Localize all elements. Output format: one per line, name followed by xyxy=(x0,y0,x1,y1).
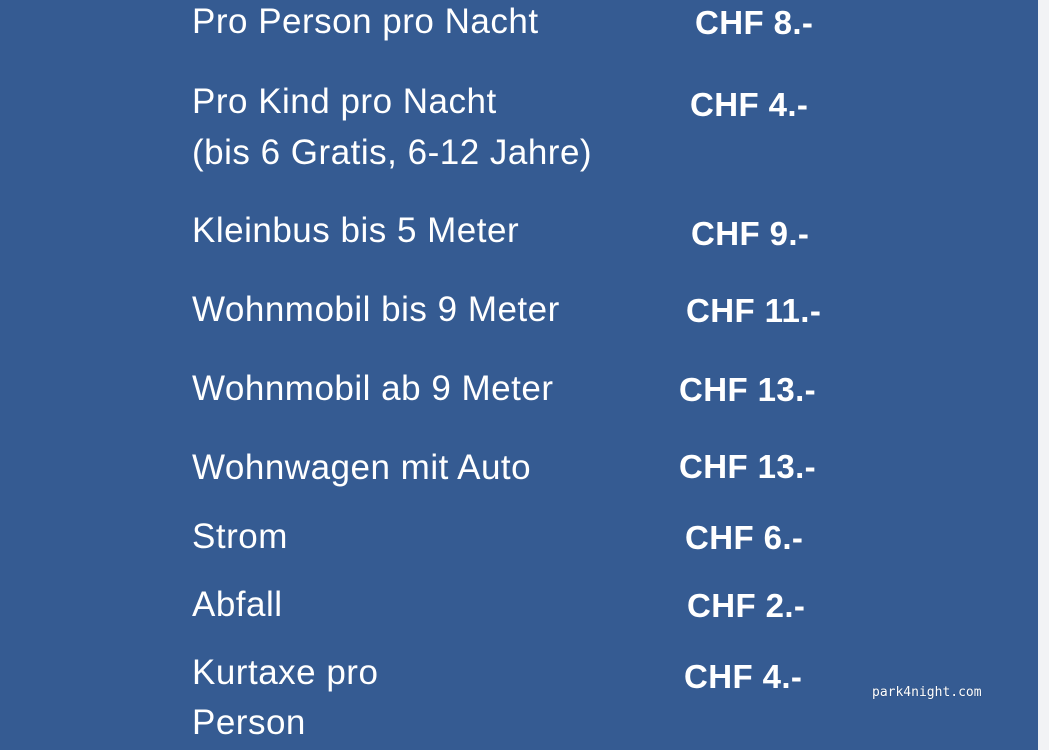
row-price-minibus: CHF 9.- xyxy=(691,215,810,252)
row-label-tourist-tax: Kurtaxe pro xyxy=(192,653,379,692)
row-label-minibus: Kleinbus bis 5 Meter xyxy=(192,211,520,250)
row-label-child-per-night: Pro Kind pro Nacht xyxy=(192,82,497,121)
row-price-motorhome-under-9m: CHF 11.- xyxy=(686,292,822,329)
page-edge-strip xyxy=(1038,0,1049,750)
row-price-person-per-night: CHF 8.- xyxy=(695,4,814,41)
row-label-waste: Abfall xyxy=(192,585,283,624)
row-label-electricity: Strom xyxy=(192,517,288,556)
row-price-electricity: CHF 6.- xyxy=(685,519,804,556)
row-price-tourist-tax: CHF 4.- xyxy=(684,658,803,695)
row-label-child-per-night-note: (bis 6 Gratis, 6-12 Jahre) xyxy=(192,133,593,172)
row-label-motorhome-under-9m: Wohnmobil bis 9 Meter xyxy=(192,290,560,329)
row-label-caravan-with-car: Wohnwagen mit Auto xyxy=(192,448,532,487)
row-price-child-per-night: CHF 4.- xyxy=(690,86,809,123)
row-label-person-per-night: Pro Person pro Nacht xyxy=(192,2,539,41)
row-price-waste: CHF 2.- xyxy=(687,587,806,624)
row-label-motorhome-over-9m: Wohnmobil ab 9 Meter xyxy=(192,369,554,408)
watermark-text: park4night.com xyxy=(872,685,982,700)
row-price-caravan-with-car: CHF 13.- xyxy=(679,448,817,485)
row-label-tourist-tax-line2: Person xyxy=(192,703,306,742)
row-price-motorhome-over-9m: CHF 13.- xyxy=(679,371,817,408)
